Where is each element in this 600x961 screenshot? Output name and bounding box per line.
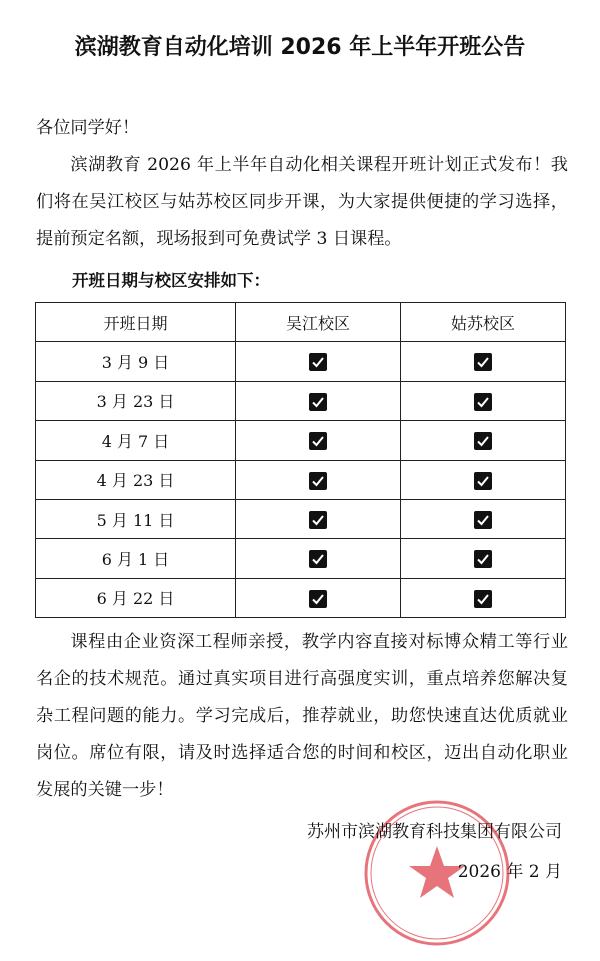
checkbox-checked-icon <box>309 472 327 490</box>
checkbox-checked-icon <box>474 590 492 608</box>
gusu-cell <box>400 381 565 420</box>
checkbox-checked-icon <box>309 432 327 450</box>
checkbox-checked-icon <box>474 432 492 450</box>
gusu-cell <box>400 460 565 499</box>
closing-paragraph: 课程由企业资深工程师亲授，教学内容直接对标博众精工等行业名企的技术规范。通过真实项目进行高强度实训，重点培养您解决复杂工程问题的能力。学习完成后，推荐就业，助您快速直达优质就业岗位。席位有限，请及时选择适合您的时间和校区，迈出自动化职业发展的关键一步！ <box>36 632 568 800</box>
checkbox-checked-icon <box>309 353 327 371</box>
checkbox-checked-icon <box>309 511 327 529</box>
checkbox-checked-icon <box>309 393 327 411</box>
table-row <box>36 460 566 499</box>
checkbox-checked-icon <box>474 472 492 490</box>
gusu-cell <box>400 539 565 578</box>
star-icon <box>409 846 465 898</box>
table-row <box>36 578 566 617</box>
greeting: 各位同学好！ <box>36 118 140 138</box>
wujiang-cell <box>236 460 401 499</box>
gusu-cell <box>400 499 565 538</box>
signature: 苏州市滨湖教育科技集团有限公司 <box>307 822 562 842</box>
wujiang-cell <box>236 578 401 617</box>
date-cell: 3 月 9 日 <box>36 342 236 381</box>
table-row <box>36 421 566 460</box>
checkbox-checked-icon <box>474 511 492 529</box>
page-title: 滨湖教育自动化培训 2026 年上半年开班公告 <box>74 35 526 60</box>
date-cell: 3 月 23 日 <box>36 381 236 420</box>
table-row <box>36 539 566 578</box>
table-row <box>36 381 566 420</box>
column-header: 开班日期 <box>36 303 236 342</box>
checkbox-checked-icon <box>474 550 492 568</box>
gusu-cell <box>400 421 565 460</box>
column-header: 姑苏校区 <box>400 303 565 342</box>
checkbox-checked-icon <box>309 550 327 568</box>
gusu-cell <box>400 342 565 381</box>
intro-paragraph: 滨湖教育 2026 年上半年自动化相关课程开班计划正式发布！我们将在吴江校区与姑苏校区同步开课，为大家提供便捷的学习选择，提前预定名额，现场报到可免费试学 3 日课程。 <box>36 155 568 249</box>
date-cell: 4 月 23 日 <box>36 460 236 499</box>
date-cell: 4 月 7 日 <box>36 421 236 460</box>
date-cell: 5 月 11 日 <box>36 499 236 538</box>
wujiang-cell <box>236 499 401 538</box>
gusu-cell <box>400 578 565 617</box>
column-header: 吴江校区 <box>236 303 401 342</box>
schedule-heading: 开班日期与校区安排如下： <box>72 271 270 290</box>
table-row <box>36 342 566 381</box>
schedule-table <box>35 302 566 618</box>
checkbox-checked-icon <box>474 393 492 411</box>
checkbox-checked-icon <box>309 590 327 608</box>
date-cell: 6 月 1 日 <box>36 539 236 578</box>
wujiang-cell <box>236 342 401 381</box>
issue-date: 2026 年 2 月 <box>457 862 562 882</box>
wujiang-cell <box>236 421 401 460</box>
date-cell: 6 月 22 日 <box>36 578 236 617</box>
wujiang-cell <box>236 539 401 578</box>
table-row <box>36 499 566 538</box>
checkbox-checked-icon <box>474 353 492 371</box>
wujiang-cell <box>236 381 401 420</box>
